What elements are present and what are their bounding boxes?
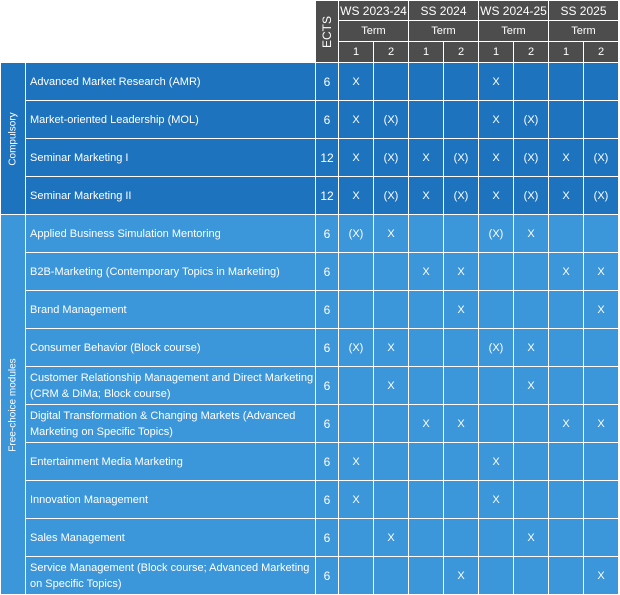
header-blank	[1, 1, 316, 63]
schedule-cell	[549, 557, 584, 595]
schedule-cell	[584, 101, 619, 139]
module-name: Service Management (Block course; Advanced Marketing on Specific Topics)	[26, 557, 316, 595]
schedule-cell: X	[444, 557, 479, 595]
module-ects: 6	[316, 101, 339, 139]
schedule-cell	[584, 443, 619, 481]
schedule-cell	[514, 405, 549, 443]
schedule-cell	[584, 519, 619, 557]
schedule-cell	[549, 519, 584, 557]
schedule-cell: X	[584, 405, 619, 443]
schedule-cell: X	[584, 253, 619, 291]
term-number: 2	[374, 42, 409, 63]
module-ects: 6	[316, 405, 339, 443]
schedule-cell	[584, 367, 619, 405]
table-row	[1, 63, 619, 101]
term-number: 1	[409, 42, 444, 63]
semester-header-ss2024: SS 2024	[409, 1, 479, 21]
schedule-cell: X	[409, 139, 444, 177]
schedule-cell	[409, 329, 444, 367]
schedule-cell: X	[339, 63, 374, 101]
schedule-cell	[479, 291, 514, 329]
category-free-choice: Free-choice modules	[1, 215, 26, 595]
schedule-cell: X	[549, 405, 584, 443]
schedule-cell: X	[374, 215, 409, 253]
schedule-cell	[374, 63, 409, 101]
table-row	[1, 139, 619, 177]
schedule-cell	[444, 519, 479, 557]
schedule-cell: X	[374, 329, 409, 367]
schedule-cell: X	[374, 519, 409, 557]
module-ects: 6	[316, 367, 339, 405]
schedule-cell: X	[514, 215, 549, 253]
schedule-cell	[339, 367, 374, 405]
module-name: Customer Relationship Management and Direct Marketing (CRM & DiMa; Block course)	[26, 367, 316, 405]
module-name: Innovation Management	[26, 481, 316, 519]
category-compulsory: Compulsory	[1, 63, 26, 215]
schedule-cell: X	[514, 519, 549, 557]
schedule-cell	[584, 481, 619, 519]
schedule-cell	[339, 291, 374, 329]
table-row	[1, 329, 619, 367]
schedule-cell	[409, 481, 444, 519]
schedule-cell: X	[479, 443, 514, 481]
schedule-cell	[514, 443, 549, 481]
table-row	[1, 519, 619, 557]
table-row	[1, 253, 619, 291]
module-ects: 12	[316, 177, 339, 215]
schedule-cell: X	[549, 177, 584, 215]
module-ects: 6	[316, 291, 339, 329]
module-name: Brand Management	[26, 291, 316, 329]
module-ects: 6	[316, 519, 339, 557]
schedule-cell	[549, 63, 584, 101]
table-row	[1, 405, 619, 443]
module-ects: 6	[316, 481, 339, 519]
schedule-cell	[409, 291, 444, 329]
schedule-cell: X	[549, 139, 584, 177]
schedule-cell	[374, 405, 409, 443]
module-name: Consumer Behavior (Block course)	[26, 329, 316, 367]
schedule-cell: (X)	[374, 177, 409, 215]
schedule-cell	[549, 443, 584, 481]
term-number: 1	[339, 42, 374, 63]
table-row	[1, 557, 619, 595]
term-label: Term	[409, 21, 479, 42]
module-name: Market-oriented Leadership (MOL)	[26, 101, 316, 139]
module-ects: 6	[316, 253, 339, 291]
schedule-cell	[549, 215, 584, 253]
term-number: 2	[584, 42, 619, 63]
schedule-cell	[479, 557, 514, 595]
module-name: Seminar Marketing II	[26, 177, 316, 215]
schedule-cell: X	[339, 139, 374, 177]
schedule-cell	[374, 253, 409, 291]
term-label: Term	[549, 21, 619, 42]
table-header	[1, 1, 619, 63]
schedule-cell	[409, 519, 444, 557]
schedule-cell	[444, 329, 479, 367]
schedule-cell	[479, 367, 514, 405]
semester-header-ws2024: WS 2024-25	[479, 1, 549, 21]
module-ects: 6	[316, 329, 339, 367]
schedule-cell: X	[514, 367, 549, 405]
schedule-cell	[444, 101, 479, 139]
schedule-cell: X	[479, 139, 514, 177]
module-name: Digital Transformation & Changing Markets (Advanced Marketing on Specific Topics)	[26, 405, 316, 443]
schedule-cell: X	[444, 291, 479, 329]
schedule-cell: X	[479, 481, 514, 519]
schedule-cell	[514, 253, 549, 291]
schedule-cell: (X)	[444, 177, 479, 215]
schedule-cell	[374, 557, 409, 595]
schedule-cell	[514, 557, 549, 595]
table-row	[1, 215, 619, 253]
schedule-cell: X	[584, 557, 619, 595]
schedule-cell: (X)	[444, 139, 479, 177]
schedule-cell: X	[549, 253, 584, 291]
module-ects: 6	[316, 215, 339, 253]
schedule-cell	[549, 329, 584, 367]
schedule-cell	[409, 557, 444, 595]
schedule-cell	[409, 63, 444, 101]
module-name: Sales Management	[26, 519, 316, 557]
semester-header-ss2025: SS 2025	[549, 1, 619, 21]
semester-header-ws2023: WS 2023-24	[339, 1, 409, 21]
schedule-cell	[339, 557, 374, 595]
term-label: Term	[339, 21, 409, 42]
schedule-cell	[479, 253, 514, 291]
schedule-cell	[339, 253, 374, 291]
schedule-cell: (X)	[479, 329, 514, 367]
schedule-cell: X	[479, 101, 514, 139]
schedule-cell	[339, 405, 374, 443]
term-number: 2	[444, 42, 479, 63]
schedule-cell	[374, 481, 409, 519]
schedule-cell	[374, 291, 409, 329]
schedule-cell	[584, 63, 619, 101]
schedule-cell	[479, 519, 514, 557]
schedule-cell	[584, 215, 619, 253]
schedule-cell	[444, 63, 479, 101]
schedule-cell: (X)	[479, 215, 514, 253]
table-body	[1, 63, 619, 595]
schedule-cell: X	[584, 291, 619, 329]
schedule-cell: X	[514, 329, 549, 367]
schedule-cell	[444, 215, 479, 253]
module-ects: 12	[316, 139, 339, 177]
schedule-cell: X	[409, 253, 444, 291]
table-row	[1, 101, 619, 139]
schedule-cell: X	[339, 177, 374, 215]
module-ects: 6	[316, 557, 339, 595]
schedule-cell: (X)	[374, 101, 409, 139]
table-row	[1, 291, 619, 329]
term-number: 1	[479, 42, 514, 63]
schedule-cell	[339, 519, 374, 557]
ects-header: ECTS	[316, 1, 339, 63]
schedule-cell	[479, 405, 514, 443]
schedule-cell	[444, 481, 479, 519]
schedule-cell: (X)	[514, 101, 549, 139]
module-name: Advanced Market Research (AMR)	[26, 63, 316, 101]
schedule-cell	[549, 481, 584, 519]
table-row	[1, 177, 619, 215]
module-name: Entertainment Media Marketing	[26, 443, 316, 481]
schedule-cell: (X)	[374, 139, 409, 177]
module-name: Applied Business Simulation Mentoring	[26, 215, 316, 253]
term-number: 2	[514, 42, 549, 63]
schedule-cell: (X)	[339, 215, 374, 253]
schedule-cell	[584, 329, 619, 367]
schedule-cell: X	[444, 253, 479, 291]
schedule-cell: X	[339, 101, 374, 139]
module-ects: 6	[316, 63, 339, 101]
module-name: B2B-Marketing (Contemporary Topics in Marketing)	[26, 253, 316, 291]
schedule-cell	[549, 367, 584, 405]
schedule-cell	[514, 481, 549, 519]
schedule-cell: X	[409, 177, 444, 215]
table-row	[1, 367, 619, 405]
schedule-cell	[409, 101, 444, 139]
schedule-cell	[444, 443, 479, 481]
schedule-cell	[549, 291, 584, 329]
schedule-cell: (X)	[514, 177, 549, 215]
schedule-cell: X	[444, 405, 479, 443]
term-label: Term	[479, 21, 549, 42]
schedule-cell: X	[339, 481, 374, 519]
schedule-cell	[409, 443, 444, 481]
schedule-cell: X	[409, 405, 444, 443]
schedule-cell: X	[479, 63, 514, 101]
schedule-cell: X	[374, 367, 409, 405]
table-row	[1, 481, 619, 519]
schedule-cell	[514, 291, 549, 329]
module-name: Seminar Marketing I	[26, 139, 316, 177]
schedule-cell: X	[479, 177, 514, 215]
schedule-cell	[549, 101, 584, 139]
term-number: 1	[549, 42, 584, 63]
schedule-cell: (X)	[514, 139, 549, 177]
schedule-cell	[409, 215, 444, 253]
schedule-cell	[409, 367, 444, 405]
schedule-cell	[444, 367, 479, 405]
schedule-cell: (X)	[584, 177, 619, 215]
schedule-cell: (X)	[339, 329, 374, 367]
schedule-cell: X	[339, 443, 374, 481]
module-ects: 6	[316, 443, 339, 481]
schedule-cell	[374, 443, 409, 481]
schedule-cell: (X)	[584, 139, 619, 177]
schedule-cell	[514, 63, 549, 101]
table-row	[1, 443, 619, 481]
